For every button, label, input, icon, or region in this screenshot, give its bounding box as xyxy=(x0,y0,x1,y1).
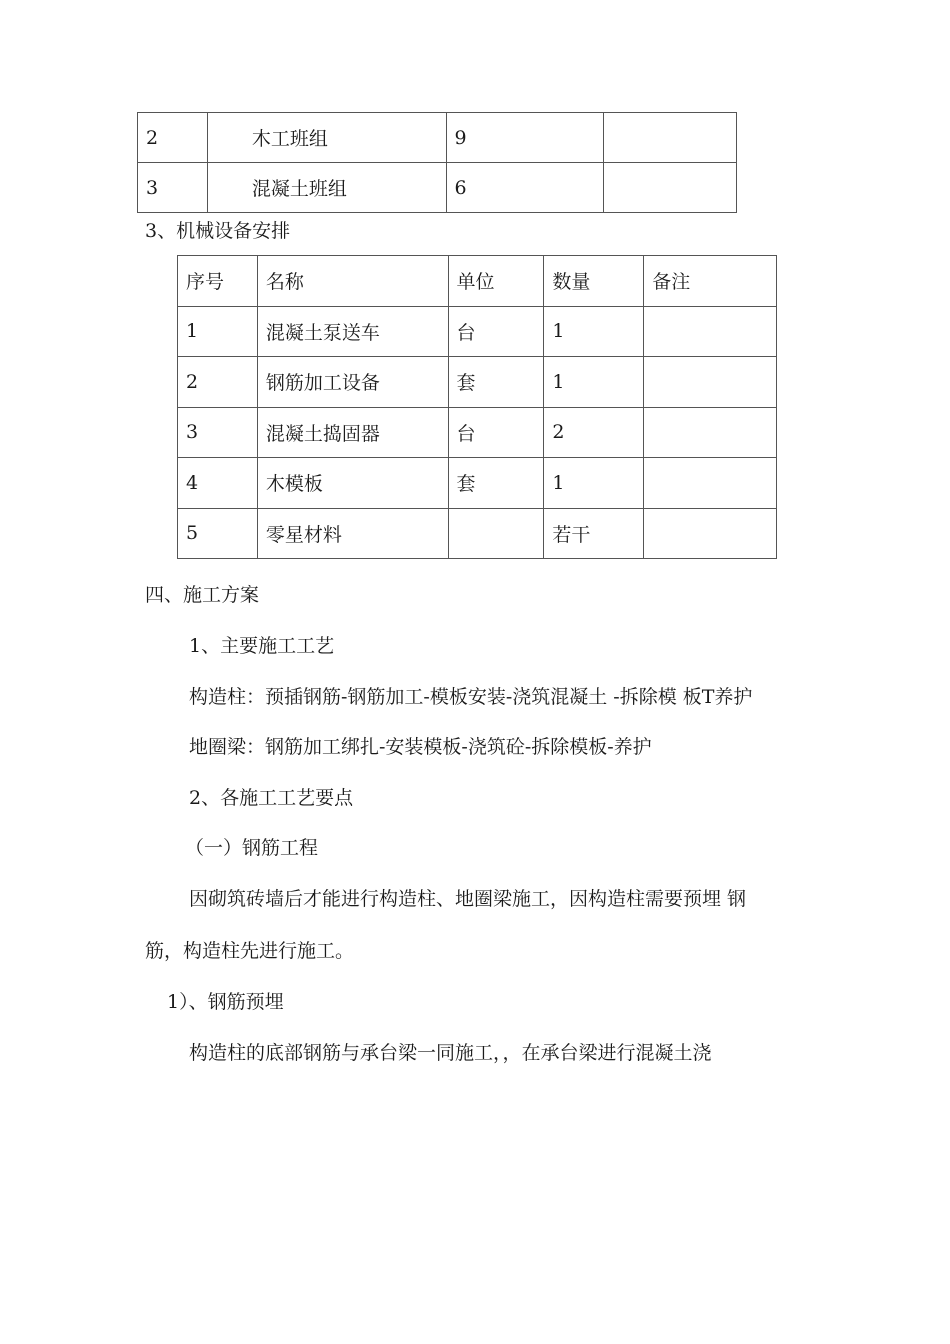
subheading-main-process: 1、主要施工工艺 xyxy=(189,635,335,657)
equip-note-cell xyxy=(644,357,777,408)
paragraph-rebar-line1: 因砌筑砖墙后才能进行构造柱、地圈梁施工，因构造柱需要预埋 钢 xyxy=(189,888,747,910)
paragraph-rebar-line2: 筋，构造柱先进行施工。 xyxy=(145,940,355,962)
equip-no-cell: 5 xyxy=(178,508,258,559)
crew-note-cell xyxy=(604,113,737,163)
equip-unit-cell: 套 xyxy=(448,357,544,408)
table-row xyxy=(138,113,737,163)
equip-name-cell: 木模板 xyxy=(257,458,448,509)
equip-qty-cell: 1 xyxy=(544,306,644,357)
equip-note-cell xyxy=(644,508,777,559)
subheading-rebar-embed: 1）、钢筋预埋 xyxy=(167,991,284,1013)
equip-qty-cell: 若干 xyxy=(544,508,644,559)
section-heading-equipment: 3、机械设备安排 xyxy=(145,220,291,242)
equip-note-cell xyxy=(644,407,777,458)
equip-qty-cell: 2 xyxy=(544,407,644,458)
crew-table-body xyxy=(138,113,737,213)
header-qty: 数量 xyxy=(544,256,644,307)
crew-count-cell: 6 xyxy=(446,163,604,213)
heading-construction-plan: 四、施工方案 xyxy=(145,584,260,606)
table-row xyxy=(178,458,777,509)
crew-name-cell: 木工班组 xyxy=(207,113,446,163)
crew-count-cell: 9 xyxy=(446,113,604,163)
equip-no-cell: 4 xyxy=(178,458,258,509)
subheading-rebar-work: （一）钢筋工程 xyxy=(185,837,319,859)
equip-unit-cell: 套 xyxy=(448,458,544,509)
equip-name-cell: 零星材料 xyxy=(257,508,448,559)
subheading-process-points: 2、各施工工艺要点 xyxy=(189,787,354,809)
equip-name-cell: 钢筋加工设备 xyxy=(257,357,448,408)
equip-note-cell xyxy=(644,306,777,357)
paragraph-embed: 构造柱的底部钢筋与承台梁一同施工，，在承台梁进行混凝土浇 xyxy=(189,1042,712,1064)
table-row xyxy=(138,163,737,213)
equipment-table-body xyxy=(178,256,777,559)
equip-name-cell: 混凝土捣固器 xyxy=(257,407,448,458)
equip-qty-cell: 1 xyxy=(544,357,644,408)
equipment-table xyxy=(177,255,777,559)
equip-qty-cell: 1 xyxy=(544,458,644,509)
equip-name-cell: 混凝土泵送车 xyxy=(257,306,448,357)
table-header-row xyxy=(178,256,777,307)
text-column-process: 构造柱：预插钢筋-钢筋加工-模板安装-浇筑混凝土 -拆除模 板T养护 xyxy=(189,686,753,708)
table-row xyxy=(178,508,777,559)
header-name: 名称 xyxy=(257,256,448,307)
equip-unit-cell xyxy=(448,508,544,559)
table-row xyxy=(178,407,777,458)
header-note: 备注 xyxy=(644,256,777,307)
crew-name-cell: 混凝土班组 xyxy=(207,163,446,213)
equip-unit-cell: 台 xyxy=(448,306,544,357)
text-beam-process: 地圈梁：钢筋加工绑扎-安装模板-浇筑砼-拆除模板-养护 xyxy=(189,736,652,758)
crew-no-cell: 2 xyxy=(138,113,208,163)
equip-unit-cell: 台 xyxy=(448,407,544,458)
equip-no-cell: 1 xyxy=(178,306,258,357)
crew-note-cell xyxy=(604,163,737,213)
header-no: 序号 xyxy=(178,256,258,307)
crew-table xyxy=(137,112,737,213)
equip-no-cell: 3 xyxy=(178,407,258,458)
header-unit: 单位 xyxy=(448,256,544,307)
equip-no-cell: 2 xyxy=(178,357,258,408)
table-row xyxy=(178,306,777,357)
table-row xyxy=(178,357,777,408)
equip-note-cell xyxy=(644,458,777,509)
crew-no-cell: 3 xyxy=(138,163,208,213)
